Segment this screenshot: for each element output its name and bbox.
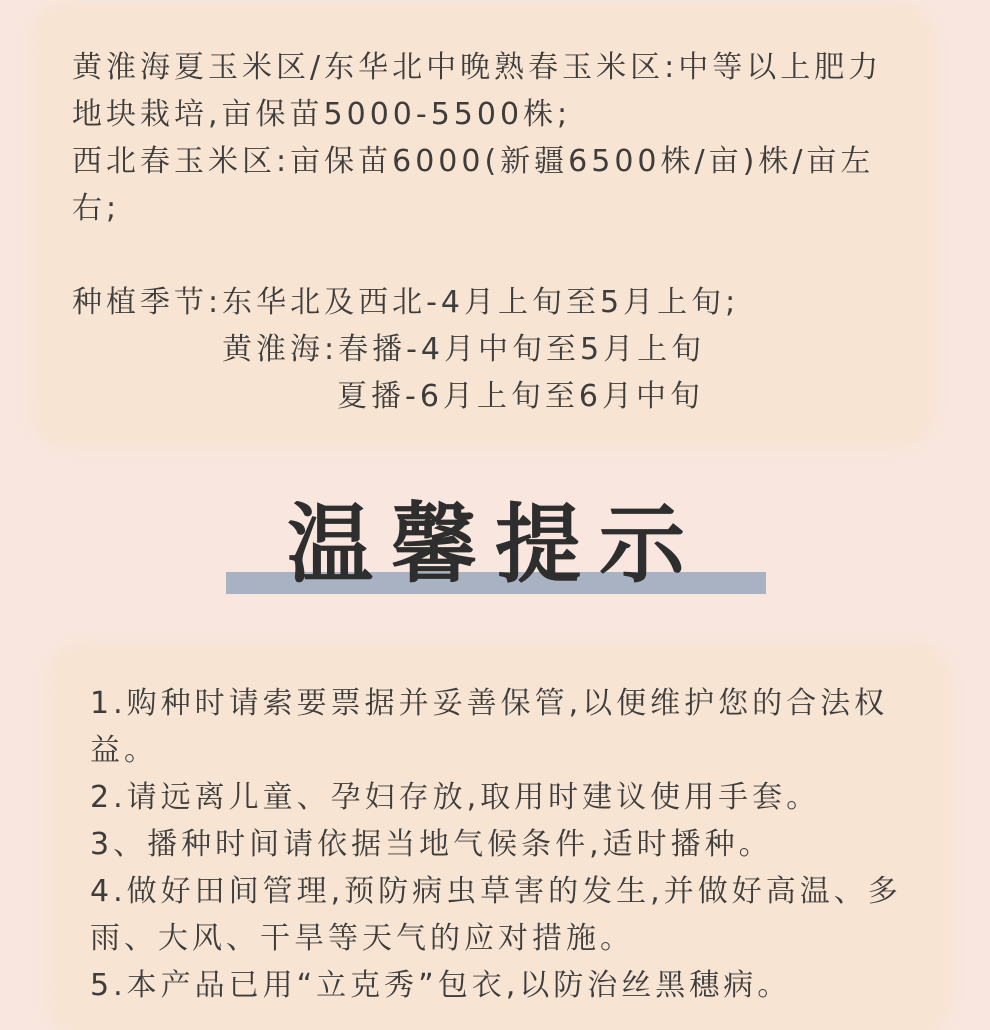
tip-line: 4.做好田间管理,预防病虫草害的发生,并做好高温、多 (90, 874, 902, 909)
tip-line: 2.请远离儿童、孕妇存放,取用时建议使用手套。 (90, 780, 821, 815)
tips-heading-block (0, 490, 990, 610)
tip-line: 5.本产品已用“立克秀”包衣,以防治丝黑穗病。 (90, 968, 792, 1003)
planting-season-line: 黄淮海:春播-4月中旬至5月上旬 (222, 332, 706, 367)
tip-line: 3、播种时间请依据当地气候条件,适时播种。 (90, 827, 773, 862)
tip-line: 益。 (90, 733, 158, 768)
planting-text-line: 右; (72, 191, 121, 226)
tip-line: 雨、大风、干旱等天气的应对措施。 (90, 921, 634, 956)
planting-text-line: 地块栽培,亩保苗5000-5500株; (72, 97, 572, 132)
planting-text-line: 西北春玉米区:亩保苗6000(新疆6500株/亩)株/亩左 (72, 144, 875, 179)
tip-line: 1.购种时请索要票据并妥善保管,以便维护您的合法权 (90, 686, 889, 721)
tips-heading: 温馨提示 (287, 495, 703, 595)
planting-season-line: 夏播-6月上旬至6月中旬 (337, 379, 704, 414)
planting-text-line: 黄淮海夏玉米区/东华北中晚熟春玉米区:中等以上肥力 (72, 50, 883, 85)
planting-season-line: 种植季节:东华北及西北-4月上旬至5月上旬; (72, 285, 740, 320)
